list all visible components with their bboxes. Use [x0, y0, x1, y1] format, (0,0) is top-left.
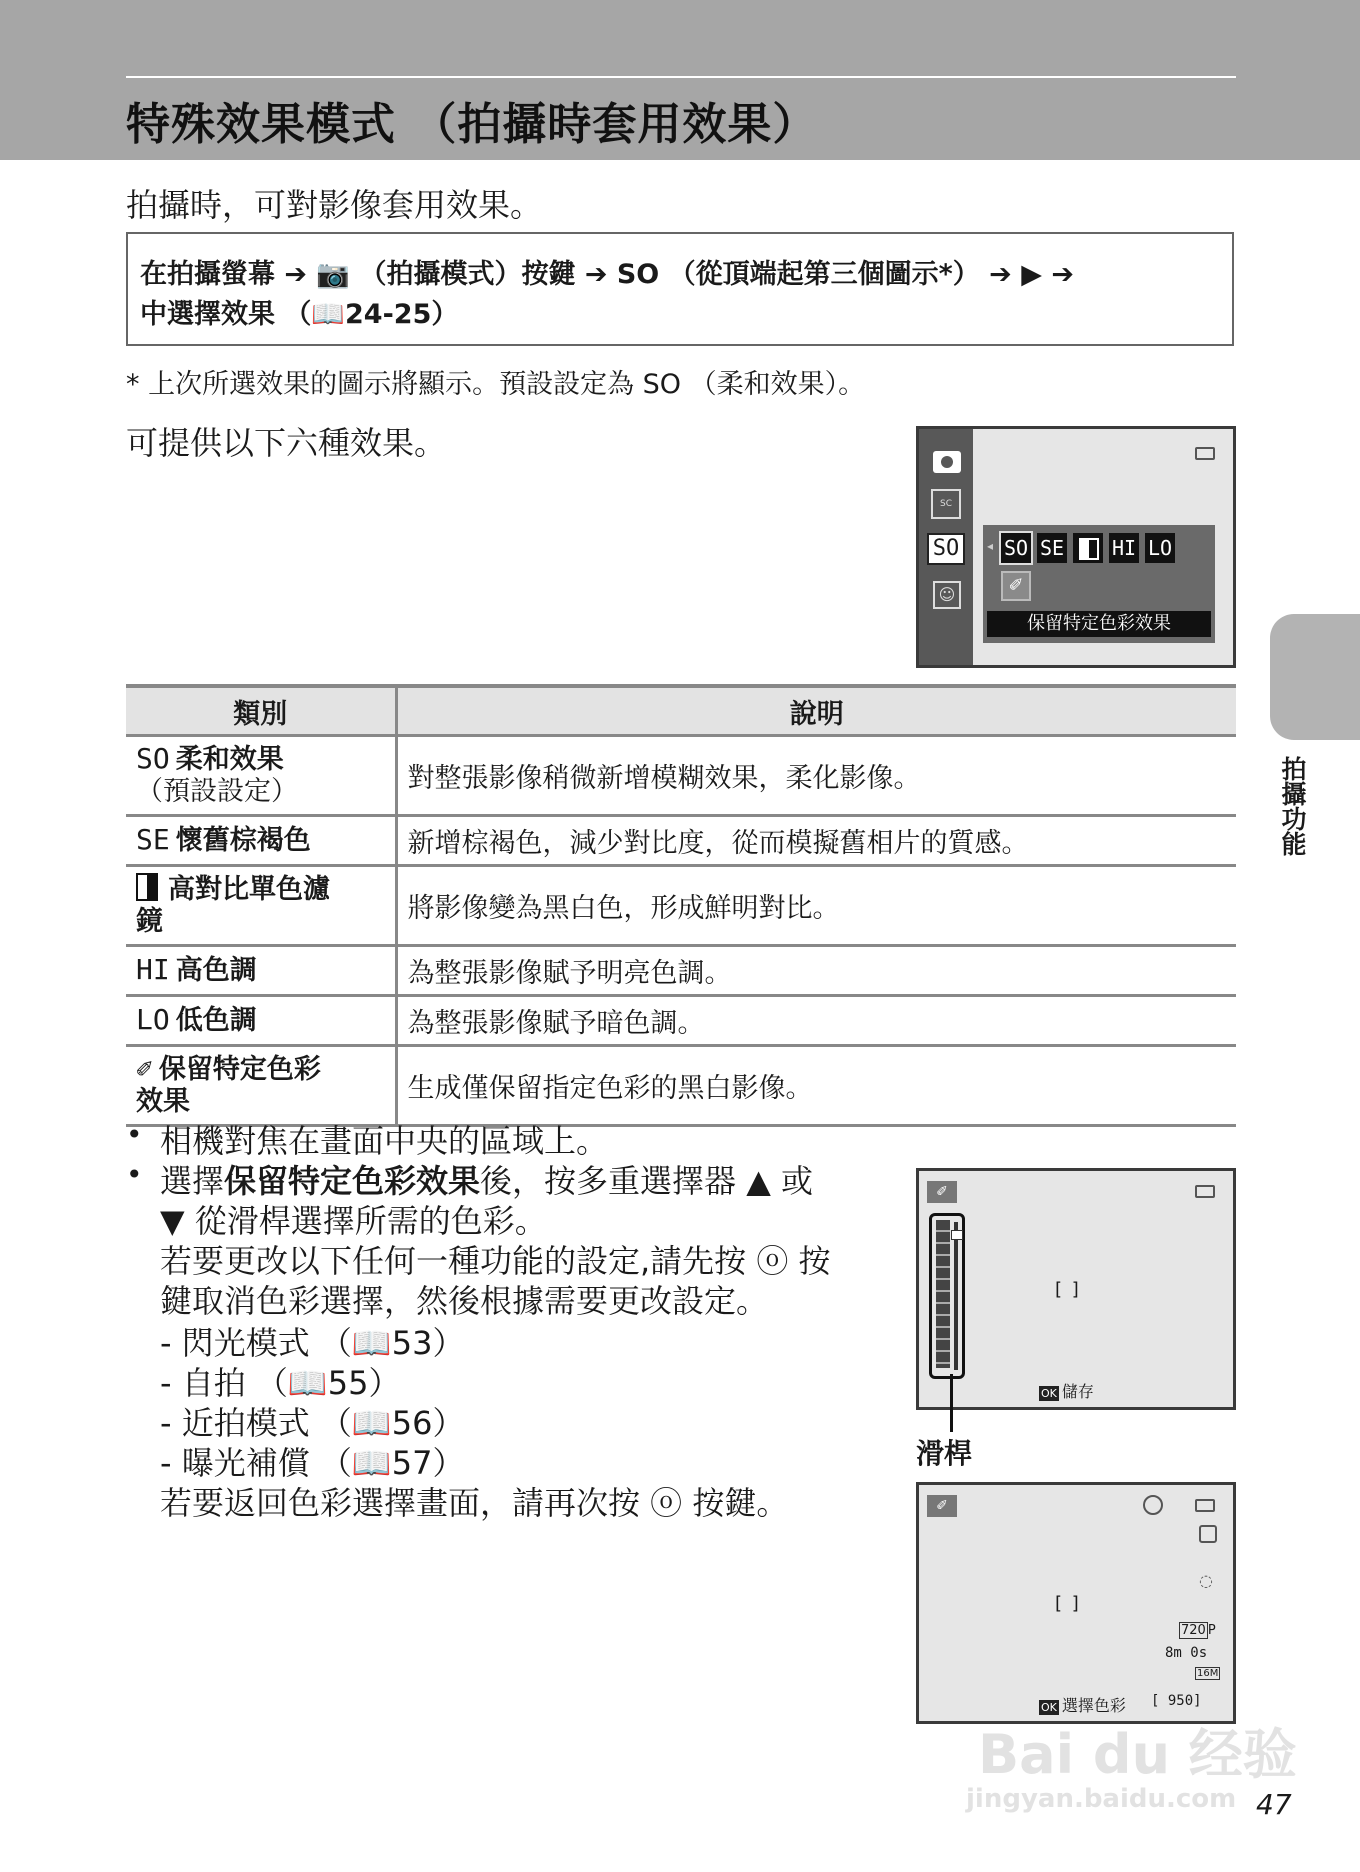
selective-color-icon: ✐ [136, 1052, 153, 1085]
focus-bracket: [ ] [1055, 1279, 1081, 1300]
color-slider[interactable] [929, 1213, 965, 1379]
category-name-cont: 鏡 [136, 906, 163, 937]
movie-quality [1179, 1623, 1216, 1638]
effect-popup [983, 525, 1215, 643]
bullet-dot: • [126, 1118, 143, 1151]
save-hint [1039, 1379, 1094, 1402]
category-cell [126, 946, 396, 996]
self-timer-icon [1199, 1525, 1217, 1543]
navigation-box [126, 232, 1234, 346]
selective-color-icon: ✐ [927, 1495, 957, 1517]
category-name: 保留特定色彩 [158, 1054, 321, 1085]
focus-bracket: [ ] [1055, 1593, 1081, 1614]
selective-color-icon: ✐ [927, 1181, 957, 1203]
effects-table [126, 684, 1236, 1127]
description-cell: 為整張影像賦予明亮色調。 [396, 946, 1236, 996]
bullet-dot: • [126, 1158, 143, 1191]
slider-label: 滑桿 [916, 1437, 973, 1470]
effect-sepia[interactable]: SE [1037, 533, 1067, 563]
table-row [126, 736, 1236, 816]
side-label: 拍攝功能 [1278, 756, 1307, 856]
page-number: 47 [1256, 1788, 1292, 1821]
category-cell [126, 996, 396, 1046]
description-cell: 生成僅保留指定色彩的黑白影像。 [396, 1046, 1236, 1126]
slider-track [936, 1220, 950, 1368]
sub-item: - 近拍模式 （📖56） [160, 1404, 465, 1442]
category-name: 懷舊棕褐色 [175, 825, 311, 856]
description-cell: 對整張影像稍微新增模糊效果，柔化影像。 [396, 736, 1236, 816]
left-arrow-icon: ◂ [987, 539, 994, 553]
header-rule [126, 76, 1236, 78]
category-cell [126, 1046, 396, 1126]
bullet-2-line-3: 若要更改以下任何一種功能的設定,請先按 ⓞ 按 [160, 1242, 831, 1280]
movie-time: 8m 0s [1165, 1645, 1208, 1661]
effect-low-key[interactable]: LO [1145, 533, 1175, 563]
sub-item: - 閃光模式 （📖53） [160, 1324, 465, 1362]
low-key-icon: LO [136, 1003, 170, 1036]
description-cell: 為整張影像賦予暗色調。 [396, 996, 1236, 1046]
category-sub: （預設設定） [136, 776, 298, 807]
bullet-2-last: 若要返回色彩選擇畫面，請再次按 ⓞ 按鍵。 [160, 1484, 789, 1522]
slider-pointer-line [950, 1374, 953, 1432]
effect-soft[interactable]: SO [1001, 533, 1031, 563]
soft-icon: SO [136, 742, 170, 775]
movie-resolution: 720 [1181, 1623, 1206, 1638]
bullet-2-line-4: 鍵取消色彩選擇，然後根據需要更改設定。 [160, 1282, 769, 1320]
image-size: 16M [1197, 1668, 1219, 1679]
battery-icon [1195, 1185, 1215, 1198]
effects-intro: 可提供以下六種效果。 [126, 424, 447, 462]
movie-resolution-suffix: P [1207, 1623, 1216, 1638]
scene-icon: SC [931, 489, 961, 519]
sub-item: - 曝光補償 （📖57） [160, 1444, 465, 1482]
effect-high-key[interactable]: HI [1109, 533, 1139, 563]
selective-color-icon[interactable]: ✐ [1001, 571, 1031, 601]
watermark-url: jingyan.baidu.com [966, 1784, 1237, 1814]
effect-menu-screen [916, 426, 1236, 668]
bullet-2-line-2: ▼ 從滑桿選擇所需的色彩。 [160, 1202, 547, 1240]
shots-remaining: [ 950] [1151, 1693, 1202, 1709]
monochrome-icon [136, 873, 158, 901]
watermark-logo: Bai du 经验 [978, 1723, 1297, 1786]
color-slider-screen [916, 1168, 1236, 1410]
table-row [126, 866, 1236, 946]
effect-monochrome[interactable] [1073, 533, 1103, 563]
slider-thumb[interactable] [951, 1230, 963, 1240]
header-category: 類別 [126, 686, 396, 736]
category-name-cont: 效果 [136, 1086, 190, 1117]
ok-icon: OK [1041, 1701, 1057, 1714]
category-cell [126, 816, 396, 866]
category-name: 高色調 [175, 955, 257, 986]
header-description: 說明 [396, 686, 1236, 736]
navigation-line-1: 在拍攝螢幕 ➔ 📷 （拍攝模式）按鍵 ➔ SO （從頂端起第三個圖示*） ➔ ▶ ➔ [140, 259, 1074, 290]
table-row [126, 1046, 1236, 1126]
category-name: 高對比單色濾 [168, 874, 330, 905]
sub-item: - 自拍 （📖55） [160, 1364, 401, 1402]
table-row [126, 816, 1236, 866]
battery-icon [1195, 1499, 1215, 1512]
description-cell: 將影像變為黑白色，形成鮮明對比。 [396, 866, 1236, 946]
save-label: 儲存 [1061, 1382, 1094, 1401]
footnote: * 上次所選效果的圖示將顯示。預設設定為 SO （柔和效果）。 [126, 369, 866, 400]
table-row [126, 946, 1236, 996]
camera-icon [933, 451, 961, 473]
category-cell [126, 866, 396, 946]
high-key-icon: HI [136, 953, 170, 986]
category-name: 柔和效果 [175, 744, 284, 775]
shooting-screen [916, 1482, 1236, 1724]
battery-icon [1195, 447, 1215, 460]
category-name: 低色調 [175, 1005, 257, 1036]
effect-caption: 保留特定色彩效果 [987, 611, 1211, 637]
side-tab [1270, 614, 1360, 740]
bullet-2-line-1: 選擇保留特定色彩效果後，按多重選擇器 ▲ 或 [160, 1162, 813, 1200]
ok-icon: OK [1041, 1387, 1057, 1400]
sepia-icon: SE [136, 823, 170, 856]
page-title: 特殊效果模式 （拍攝時套用效果） [126, 99, 818, 150]
soft-mode-icon: SO [927, 533, 965, 565]
flash-mode-icon [1143, 1495, 1163, 1515]
category-cell [126, 736, 396, 816]
table-row [126, 996, 1236, 1046]
vr-icon: ◌ [1199, 1571, 1213, 1590]
description-cell: 新增棕褐色，減少對比度，從而模擬舊相片的質感。 [396, 816, 1236, 866]
navigation-line-2: 中選擇效果 （📖24-25） [140, 299, 459, 330]
intro-text: 拍攝時，可對影像套用效果。 [126, 186, 543, 224]
select-color-label: 選擇色彩 [1061, 1696, 1126, 1715]
bullet-1: 相機對焦在畫面中央的區域上。 [160, 1122, 609, 1160]
smile-icon: ☺ [933, 581, 961, 609]
